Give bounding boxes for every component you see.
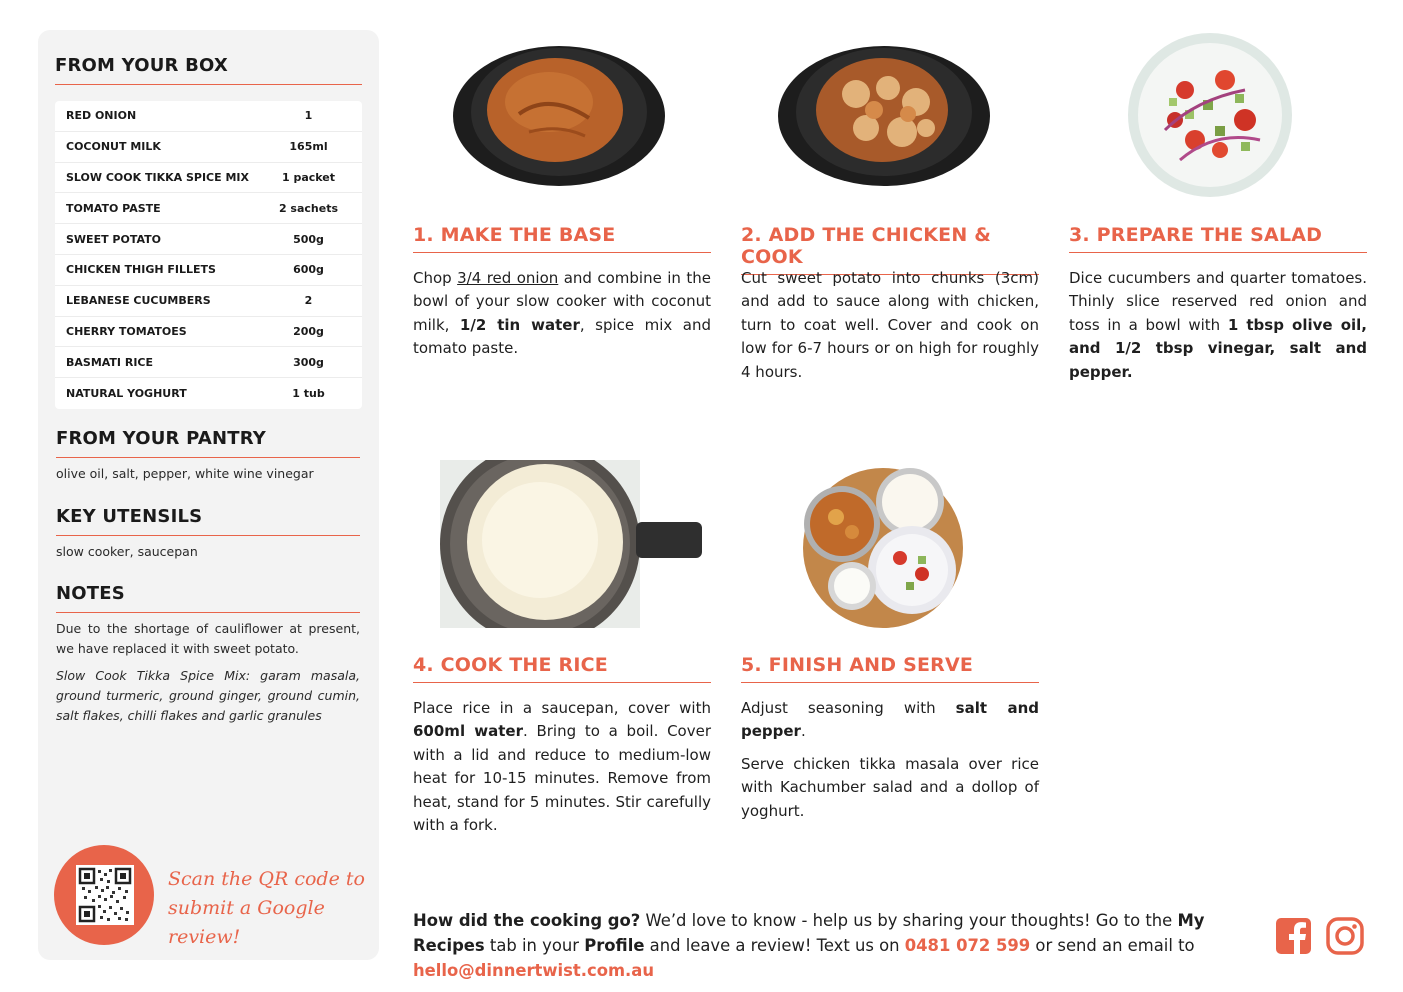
utensils-text: slow cooker, saucepan (56, 544, 198, 559)
table-row (55, 286, 362, 317)
step-3-title: 3. PREPARE THE SALAD (1069, 224, 1367, 253)
box-ingredients-table (55, 101, 362, 409)
step-2-title: 2. ADD THE CHICKEN & COOK (741, 224, 1039, 275)
ingredient-qty: 500g (293, 232, 324, 246)
table-row (55, 347, 362, 378)
step-2-text-a: Cut sweet potato into chunks (3cm) and add to sauce along with chicken, turn to coat well. Cover and cook on low for 6-7 hours or on high for roughly 4 hours. (741, 269, 1039, 381)
qr-caption-line-2: submit a Google review! (168, 897, 325, 948)
table-row (55, 101, 362, 132)
pantry-section (56, 428, 360, 484)
ingredient-qty: 600g (293, 263, 324, 277)
ingredient-name: LEBANESE CUCUMBERS (66, 294, 211, 308)
step-5-seasoning: salt and pepper (741, 699, 1039, 741)
ingredient-name: TOMATO PASTE (66, 201, 161, 215)
qr-caption-line-1: Scan the QR code to (168, 868, 365, 890)
step-4-text (413, 697, 711, 837)
footer-text-4: or send an email to (1030, 936, 1195, 955)
facebook-icon[interactable] (1276, 917, 1312, 959)
step-1-text-c: , spice mix and tomato paste. (413, 315, 711, 358)
ingredient-qty: 1 packet (281, 170, 336, 184)
table-row (55, 132, 362, 163)
step-1-text-a: Chop (413, 269, 458, 287)
step-1-title: 1. MAKE THE BASE (413, 224, 711, 253)
feedback-footer (413, 908, 1263, 983)
utensils-heading: KEY UTENSILS (56, 506, 360, 536)
pantry-heading: FROM YOUR PANTRY (56, 428, 360, 458)
footer-text-2: tab in your (484, 936, 585, 955)
ingredient-qty: 165ml (289, 140, 328, 154)
qr-code-icon[interactable] (76, 865, 134, 925)
table-row (55, 378, 362, 409)
footer-question: How did the cooking go? (413, 911, 641, 930)
from-your-box-heading: FROM YOUR BOX (55, 55, 362, 85)
instagram-icon[interactable] (1326, 917, 1364, 959)
step-4-text-b: . Bring to a boil. Cover with a lid and reduce to medium-low heat for 10-15 minutes. Remove from heat, stand for 5 minutes. Stir carefully with a fork. (413, 722, 711, 835)
table-row (55, 224, 362, 255)
step-5-text-c: Serve chicken tikka masala over rice with Kachumber salad and a dollop of yoghurt. (741, 754, 1039, 820)
pantry-text: olive oil, salt, pepper, white wine vinegar (56, 466, 314, 481)
footer-text-1: We’d love to know - help us by sharing your thoughts! Go to the (640, 911, 1178, 930)
step-4-title: 4. COOK THE RICE (413, 654, 711, 683)
spice-mix-note: Slow Cook Tikka Spice Mix: garam masala, ground turmeric, ground ginger, ground cumin, salt flakes, chilli flakes and garlic granules (56, 668, 360, 723)
step-4-image (440, 460, 702, 632)
footer-text-3: and leave a review! Text us on (644, 936, 905, 955)
qr-caption (168, 865, 368, 952)
ingredient-qty: 2 sachets (278, 201, 339, 215)
ingredient-qty: 1 tub (292, 387, 325, 401)
ingredient-qty: 1 (304, 109, 313, 123)
step-4-water: 600ml water (413, 722, 523, 741)
step-1-image (449, 32, 669, 202)
ingredient-name: SWEET POTATO (66, 232, 161, 246)
step-1-water: 1/2 tin water (459, 315, 580, 334)
ingredient-qty: 2 (304, 294, 313, 308)
table-row (55, 317, 362, 348)
ingredient-qty: 200g (293, 324, 324, 338)
notes-heading: NOTES (56, 583, 360, 613)
step-5-image (800, 462, 966, 632)
step-3-text-a: Dice cucumbers and quarter tomatoes. Thinly slice reserved red onion and toss in a bowl with (1069, 269, 1367, 334)
table-row (55, 163, 362, 194)
email-link[interactable]: hello@dinnertwist.com.au (413, 961, 654, 980)
notes-text: Due to the shortage of cauliflower at present, we have replaced it with sweet potato. (56, 621, 360, 656)
ingredient-name: RED ONION (66, 109, 137, 123)
ingredients-sidebar (38, 30, 379, 960)
step-3-dressing: 1 tbsp olive oil, and 1/2 tbsp vinegar, salt and pepper. (1069, 315, 1367, 381)
ingredient-name: BASMATI RICE (66, 355, 154, 369)
ingredient-qty: 300g (293, 355, 324, 369)
ingredient-name: NATURAL YOGHURT (66, 387, 187, 401)
ingredient-name: COCONUT MILK (66, 140, 161, 154)
my-recipes-link[interactable]: My Recipes (413, 911, 1205, 955)
step-4-text-a: Place rice in a saucepan, cover with (413, 699, 711, 717)
step-1-text-b: and combine in the bowl of your slow cooker with coconut milk, (413, 269, 711, 334)
table-row (55, 193, 362, 224)
profile-link[interactable]: Profile (584, 936, 645, 955)
from-your-box-section (55, 55, 362, 409)
step-2-text (741, 267, 1039, 384)
step-5-title: 5. FINISH AND SERVE (741, 654, 1039, 683)
step-1-red-onion: 3/4 red onion (457, 269, 559, 287)
step-3-image (1125, 30, 1295, 204)
qr-badge (54, 845, 154, 945)
utensils-section (56, 506, 360, 562)
step-5-text-b: . (800, 722, 806, 741)
ingredient-name: CHICKEN THIGH FILLETS (66, 263, 216, 277)
step-5-text-a: Adjust seasoning with (741, 699, 956, 717)
notes-section (56, 583, 360, 726)
ingredient-name: CHERRY TOMATOES (66, 324, 187, 338)
ingredient-name: SLOW COOK TIKKA SPICE MIX (66, 170, 249, 184)
phone-link[interactable]: 0481 072 599 (904, 936, 1031, 955)
step-5-text (741, 697, 1039, 823)
table-row (55, 255, 362, 286)
step-2-image (774, 32, 994, 202)
step-1-text (413, 267, 711, 361)
step-3-text (1069, 267, 1367, 384)
